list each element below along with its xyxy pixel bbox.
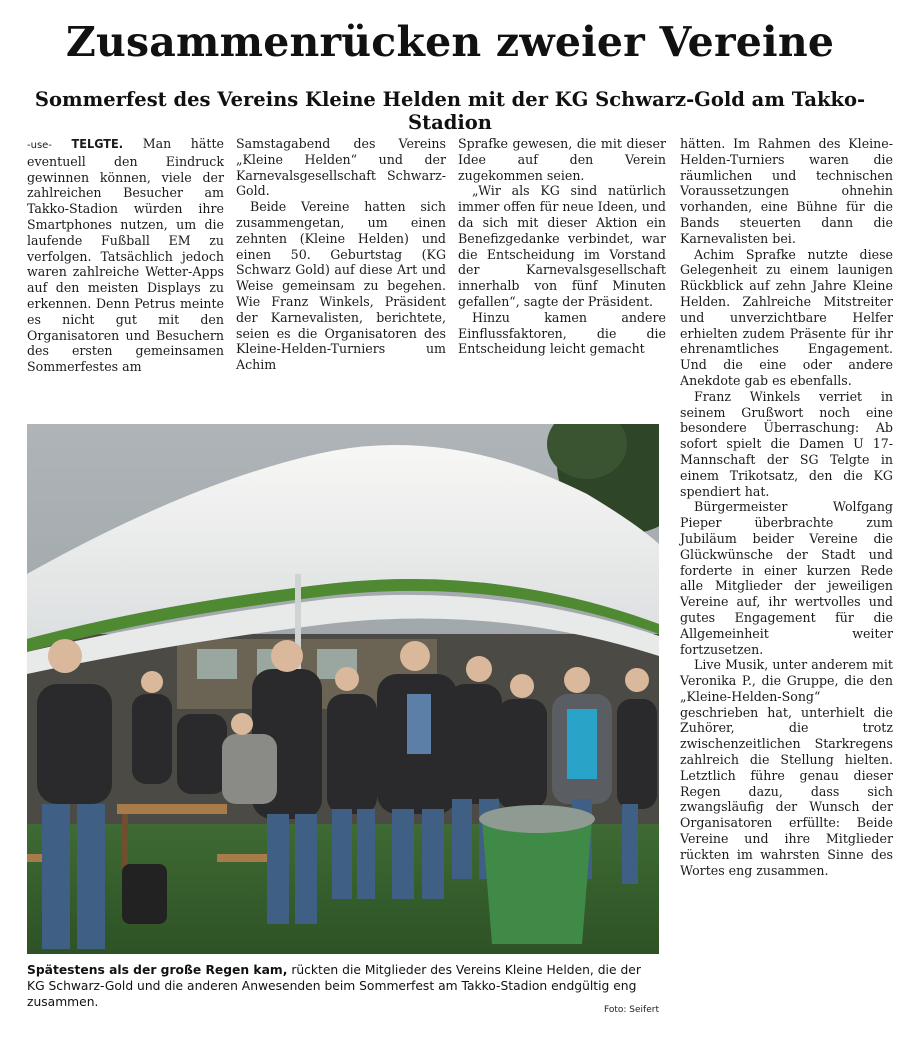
photo-caption [27, 962, 659, 1010]
paragraph-text: Man hätte eventuell den Eindruck gewinnen können, viele der zahlreichen Besucher am Takko-Stadion würden ihre Smartphones nutzen, um die laufende Fußball EM zu verfolgen. Tatsächlich jedoch waren zahlreiche Wetter-Apps auf den meisten Displays zu erkennen. Denn Petrus meinte es nicht gut mit den Organisatoren und Besuchern des ersten gemeinsamen Sommerfestes am [27, 136, 224, 375]
subheadline: Sommerfest des Vereins Kleine Helden mit der KG Schwarz-Gold am Takko-Stadion [34, 88, 866, 134]
paragraph: hätten. Im Rahmen des Kleine-Helden-Turniers waren die räumlichen und technischen Voraussetzungen ohnehin vorhanden, eine Bühne für die Bands steuerten dann die Karnevalisten bei. [680, 136, 893, 246]
caption-lead: Spätestens als der große Regen kam, [27, 963, 288, 977]
headline: Zusammenrücken zweier Vereine [65, 18, 835, 66]
paragraph [27, 136, 224, 375]
caption-text: rückten die Mitglieder des Vereins Kleine Helden, die der KG Schwarz-Gold und die anderen Anwesenden beim Sommerfest am Takko-Stadion endgültig eng zusammen. [27, 963, 641, 1009]
author-tag: -use- [27, 140, 52, 151]
article-column-2 [236, 136, 446, 373]
paragraph: Samstagabend des Vereins „Kleine Helden“ und der Karnevalsgesellschaft Schwarz-Gold. [236, 136, 446, 199]
event-photo [27, 424, 659, 954]
dateline: TELGTE. [71, 136, 124, 151]
paragraph: „Wir als KG sind natürlich immer offen für neue Ideen, und da sich mit dieser Aktion ein Benefizgedanke verbindet, war die Entscheidung im Vorstand der Karnevalsgesellschaft innerhalb von fünf Minuten gefallen“, sagte der Präsident. [458, 183, 666, 309]
paragraph: Hinzu kamen andere Einflussfaktoren, die die Entscheidung leicht gemacht [458, 309, 666, 357]
photo-credit: Foto: Seifert [604, 1005, 659, 1015]
photo-illustration [27, 424, 659, 954]
paragraph: Sprafke gewesen, die mit dieser Idee auf den Verein zugekommen seien. [458, 136, 666, 183]
paragraph: Bürgermeister Wolfgang Pieper überbrachte zum Jubiläum beider Vereine die Glückwünsche der Stadt und forderte in einer kurzen Rede alle Mitglieder der jeweiligen Vereine auf, ihr wertvolles und gutes Engagement für die Allgemeinheit weiter fortzusetzen. [680, 499, 893, 657]
paragraph: Achim Sprafke nutzte diese Gelegenheit zu einem launigen Rückblick auf zehn Jahre Kleine Helden. Zahlreiche Mitstreiter und unverzichtbare Helfer erhielten zudem Präsente für ihr ehrenamtliches Engagement. Und die eine oder andere Anekdote gab es ebenfalls. [680, 246, 893, 388]
paragraph: Beide Vereine hatten sich zusammengetan, um einen zehnten (Kleine Helden) und einen 50. Geburtstag (KG Schwarz Gold) auf diese Art und Weise gemeinsam zu begehen. Wie Franz Winkels, Präsident der Karnevalisten, berichtete, seien es die Organisatoren des Kleine-Helden-Turniers um Achim [236, 199, 446, 373]
article-column-3 [458, 136, 666, 357]
paragraph: Franz Winkels verriet in seinem Grußwort noch eine besondere Überraschung: Ab sofort spielt die Damen U 17-Mannschaft der SG Telgte in einem Trikotsatz, den die KG spendiert hat. [680, 388, 893, 499]
article-column-4 [680, 136, 893, 878]
paragraph: Live Musik, unter anderem mit Veronika P., die Gruppe, die den „Kleine-Helden-Song“ geschrieben hat, unterhielt die Zuhörer, die trotz zwischenzeitlichen Starkregens zahlreich die Stellung hielten. Letztlich führe genau dieser Regen dazu, dass sich zwangsläufig der Wunsch der Organisatoren erfüllte: Beide Vereine und ihre Mitglieder rückten im wahrsten Sinne des Wortes eng zusammen. [680, 657, 893, 878]
article-column-1 [27, 136, 224, 375]
